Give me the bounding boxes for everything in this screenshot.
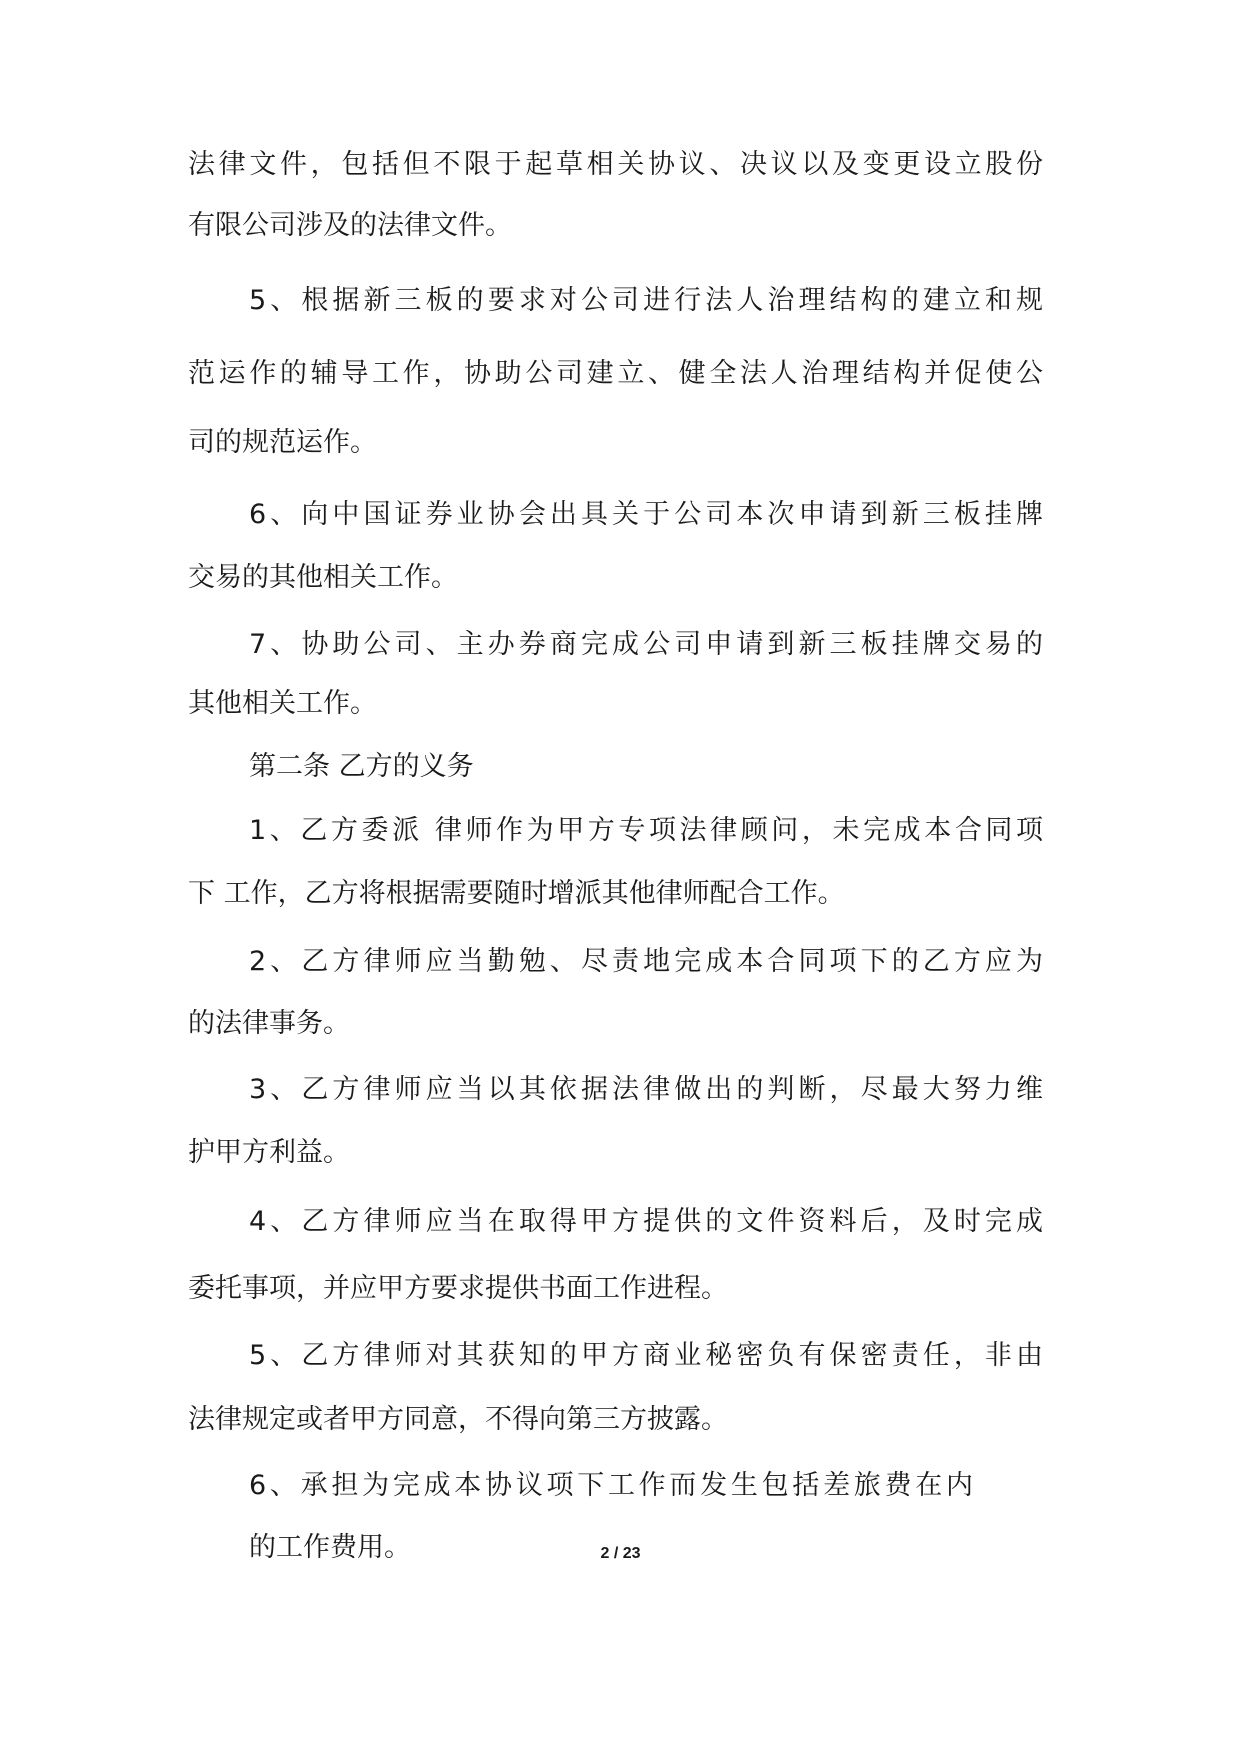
body-line: 4、乙方律师应当在取得甲方提供的文件资料后，及时完成 xyxy=(249,1206,1043,1237)
body-line: 其他相关工作。 xyxy=(188,688,377,719)
section-heading: 第二条 乙方的义务 xyxy=(249,751,474,782)
body-line: 护甲方利益。 xyxy=(188,1137,350,1168)
body-line: 6、承担为完成本协议项下工作而发生包括差旅费在内 xyxy=(249,1470,973,1501)
body-line: 2、乙方律师应当勤勉、尽责地完成本合同项下的乙方应为 xyxy=(249,946,1043,977)
body-line: 委托事项，并应甲方要求提供书面工作进程。 xyxy=(188,1273,728,1304)
body-line: 3、乙方律师应当以其依据法律做出的判断，尽最大努力维 xyxy=(249,1074,1043,1105)
body-line: 交易的其他相关工作。 xyxy=(188,562,458,593)
body-line: 的工作费用。 xyxy=(249,1532,411,1563)
body-line: 司的规范运作。 xyxy=(188,427,377,458)
body-line: 法律规定或者甲方同意，不得向第三方披露。 xyxy=(188,1404,728,1435)
body-line: 5、根据新三板的要求对公司进行法人治理结构的建立和规 xyxy=(249,285,1043,316)
body-line: 7、协助公司、主办券商完成公司申请到新三板挂牌交易的 xyxy=(249,629,1043,660)
body-line: 有限公司涉及的法律文件。 xyxy=(188,210,512,241)
page-number: 2 / 23 xyxy=(600,1545,641,1562)
body-line: 的法律事务。 xyxy=(188,1008,350,1039)
body-line: 1、乙方委派 律师作为甲方专项法律顾问，未完成本合同项 xyxy=(249,815,1043,846)
body-line: 法律文件，包括但不限于起草相关协议、决议以及变更设立股份 xyxy=(188,149,1043,180)
body-line: 5、乙方律师对其获知的甲方商业秘密负有保密责任，非由 xyxy=(249,1340,1043,1371)
body-line: 6、向中国证券业协会出具关于公司本次申请到新三板挂牌 xyxy=(249,499,1043,530)
body-line: 范运作的辅导工作，协助公司建立、健全法人治理结构并促使公 xyxy=(188,358,1043,389)
body-line: 下 工作，乙方将根据需要随时增派其他律师配合工作。 xyxy=(188,878,845,909)
